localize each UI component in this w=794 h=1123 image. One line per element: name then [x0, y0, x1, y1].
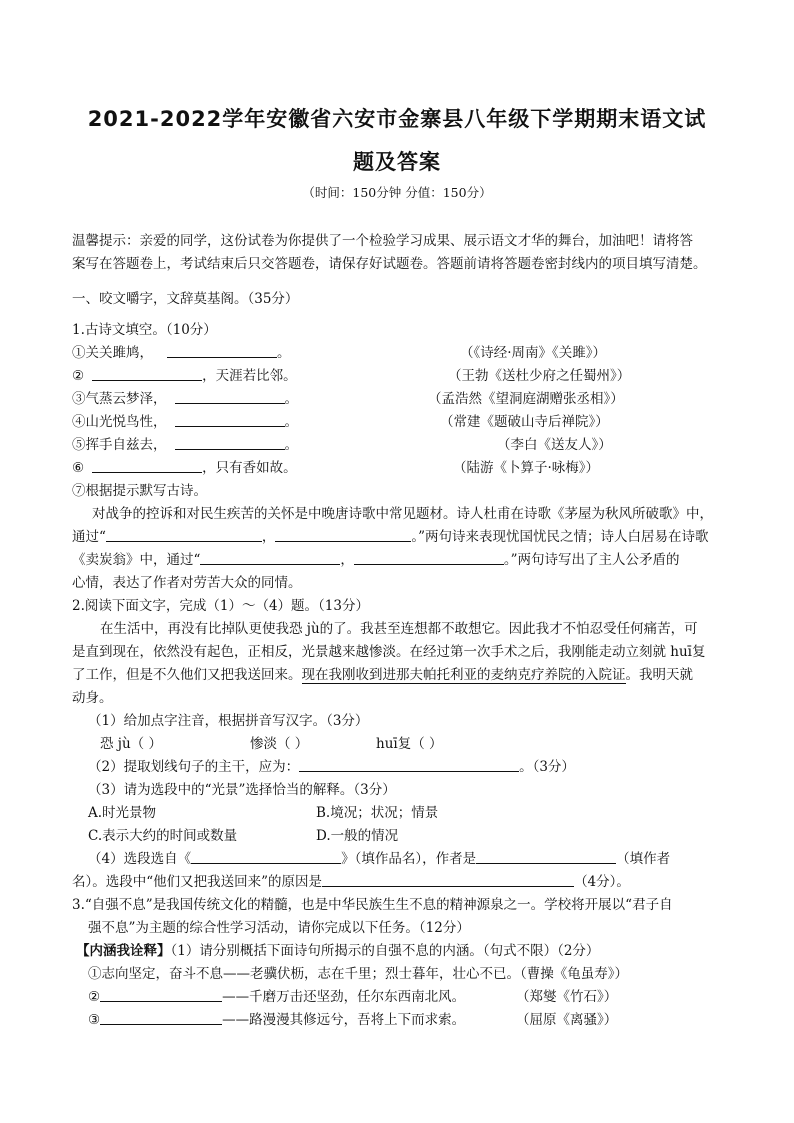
- exam-time-score: （时间：150分钟 分值：150分）: [302, 185, 492, 200]
- poem-source: （常建《题破山寺后禅院》）: [440, 414, 609, 430]
- poem-item: ④山光悦鸟性， 。: [72, 414, 298, 430]
- answer-blank[interactable]: [175, 389, 285, 404]
- answer-blank[interactable]: [275, 527, 411, 542]
- page-title-continued: 题及答案: [353, 150, 441, 174]
- prompt-paragraph: 《卖炭翁》中，通过“ ， 。”两句诗写出了主人公矛盾的: [72, 552, 680, 568]
- sub-question: （1）给加点字注音，根据拼音写汉字。（3分）: [88, 713, 369, 729]
- question-heading: 1.古诗文填空。（10分）: [72, 322, 217, 338]
- poem-source: （陆游《卜算子·咏梅》）: [453, 460, 600, 476]
- underlined-sentence: 现在我刚收到进那夫帕托利亚的麦纳克疗养院的入院证: [301, 667, 626, 683]
- question-heading: 强不息”为主题的综合性学习活动，请你完成以下任务。（12分）: [88, 920, 470, 936]
- answer-blank[interactable]: [191, 849, 341, 864]
- passage-line: 是直到现在，依然没有起色，正相反，光景越来越惨淡。在经过第一次手术之后，我刚能走动立刻就 huī复: [72, 644, 706, 660]
- notice-line: 温馨提示：亲爱的同学，这份试卷为你提供了一个检验学习成果、展示语文才华的舞台，加油吧！请将答: [72, 233, 693, 249]
- answer-blank[interactable]: [92, 458, 202, 473]
- prompt-paragraph: 心情，表达了作者对劳苦大众的同情。: [72, 575, 302, 591]
- poem-item: ⑤挥手自兹去， 。: [72, 437, 298, 453]
- option-c[interactable]: C.表示大约的时间或数量: [88, 828, 238, 844]
- answer-blank[interactable]: [100, 987, 222, 1002]
- answer-blank[interactable]: [476, 849, 616, 864]
- answer-field[interactable]: 恐 jù（ ）: [100, 736, 162, 752]
- passage-line: 在生活中，再没有比掉队更使我恐 jù的了。我甚至连想都不敢想它。因此我才不怕忍受任何痛苦，可: [100, 621, 698, 637]
- task-item: ③ ——路漫漫其修远兮，吾将上下而求索。: [88, 1012, 466, 1028]
- answer-blank[interactable]: [354, 550, 504, 565]
- answer-blank[interactable]: [299, 757, 519, 772]
- prompt-paragraph: 通过“ ， 。”两句诗来表现忧国忧民之情；诗人白居易在诗歌: [72, 529, 709, 545]
- task-item: ①志向坚定，奋斗不息——老骥伏枥，志在千里；烈士暮年，壮心不已。（曹操《龟虽寿》）: [88, 966, 628, 982]
- answer-blank[interactable]: [175, 412, 285, 427]
- sub-question: （2）提取划线句子的主干，应为： 。（3分）: [88, 759, 575, 775]
- task-item: ② ——千磨万击还坚劲，任尔东西南北风。: [88, 989, 466, 1005]
- answer-field[interactable]: huī复（ ）: [376, 736, 443, 752]
- task-line: 【内涵我诠释】（1）请分别概括下面诗句所揭示的自强不息的内涵。（句式不限）（2分）: [76, 943, 600, 959]
- sub-question: 名）。选段中“他们又把我送回来”的原因是 （4分）。: [72, 874, 630, 890]
- section-heading: 一、咬文嚼字，文辞莫基阁。（35分）: [72, 291, 299, 307]
- answer-blank[interactable]: [322, 872, 574, 887]
- option-b[interactable]: B.境况；状况；情景: [316, 805, 439, 821]
- notice-line: 案写在答题卷上，考试结束后只交答题卷，请保存好试题卷。答题前请将答题卷密封线内的项目填写清楚。: [72, 256, 707, 272]
- answer-blank[interactable]: [106, 527, 262, 542]
- passage-line: 动身。: [72, 690, 113, 706]
- passage-line: 了工作，但是不久他们又把我送回来。现在我刚收到进那夫帕托利亚的麦纳克疗养院的入院证。我明天就: [72, 667, 693, 683]
- option-d[interactable]: D.一般的情况: [316, 828, 399, 844]
- poem-source: （王勃《送杜少府之任蜀州》）: [448, 368, 631, 384]
- poem-item: ⑥ ，只有香如故。: [72, 460, 297, 476]
- page-title: 2021-2022学年安徽省六安市金寨县八年级下学期期末语文试: [87, 107, 707, 131]
- prompt-paragraph: 对战争的控诉和对民生疾苦的关怀是中晚唐诗歌中常见题材。诗人杜甫在诗歌《茅屋为秋风所破歌》中，: [92, 506, 713, 522]
- poem-source: （郑燮《竹石》）: [516, 989, 618, 1005]
- answer-blank[interactable]: [200, 550, 340, 565]
- answer-field[interactable]: 惨淡（ ）: [250, 736, 309, 752]
- answer-blank[interactable]: [175, 435, 285, 450]
- poem-item: ⑦根据提示默写古诗。: [72, 483, 207, 499]
- poem-item: ② ，天涯若比邻。: [72, 368, 297, 384]
- poem-source: （李白《送友人》）: [497, 437, 612, 453]
- question-heading: 2.阅读下面文字，完成（1）～（4）题。（13分）: [72, 598, 369, 614]
- poem-source: （孟浩然《望洞庭湖赠张丞相》）: [428, 391, 624, 407]
- answer-blank[interactable]: [167, 343, 277, 358]
- sub-question: （4）选段选自《 》（填作品名），作者是 （填作者: [88, 851, 671, 867]
- poem-source: （屈原《离骚》）: [516, 1012, 618, 1028]
- sub-question: （3）请为选段中的“光景”选择恰当的解释。（3分）: [88, 782, 396, 798]
- option-a[interactable]: A.时光景物: [88, 805, 157, 821]
- poem-source: （《诗经·周南》《关雎》）: [460, 345, 607, 361]
- answer-blank[interactable]: [92, 366, 202, 381]
- poem-item: ①关关雎鸠， 。: [72, 345, 291, 361]
- answer-blank[interactable]: [100, 1010, 222, 1025]
- task-label: 【内涵我诠释】: [76, 943, 171, 959]
- question-heading: 3.“自强不息”是我国传统文化的精髓，也是中华民族生生不息的精神源泉之一。学校将开展以“君子自: [72, 897, 673, 913]
- poem-item: ③气蒸云梦泽， 。: [72, 391, 298, 407]
